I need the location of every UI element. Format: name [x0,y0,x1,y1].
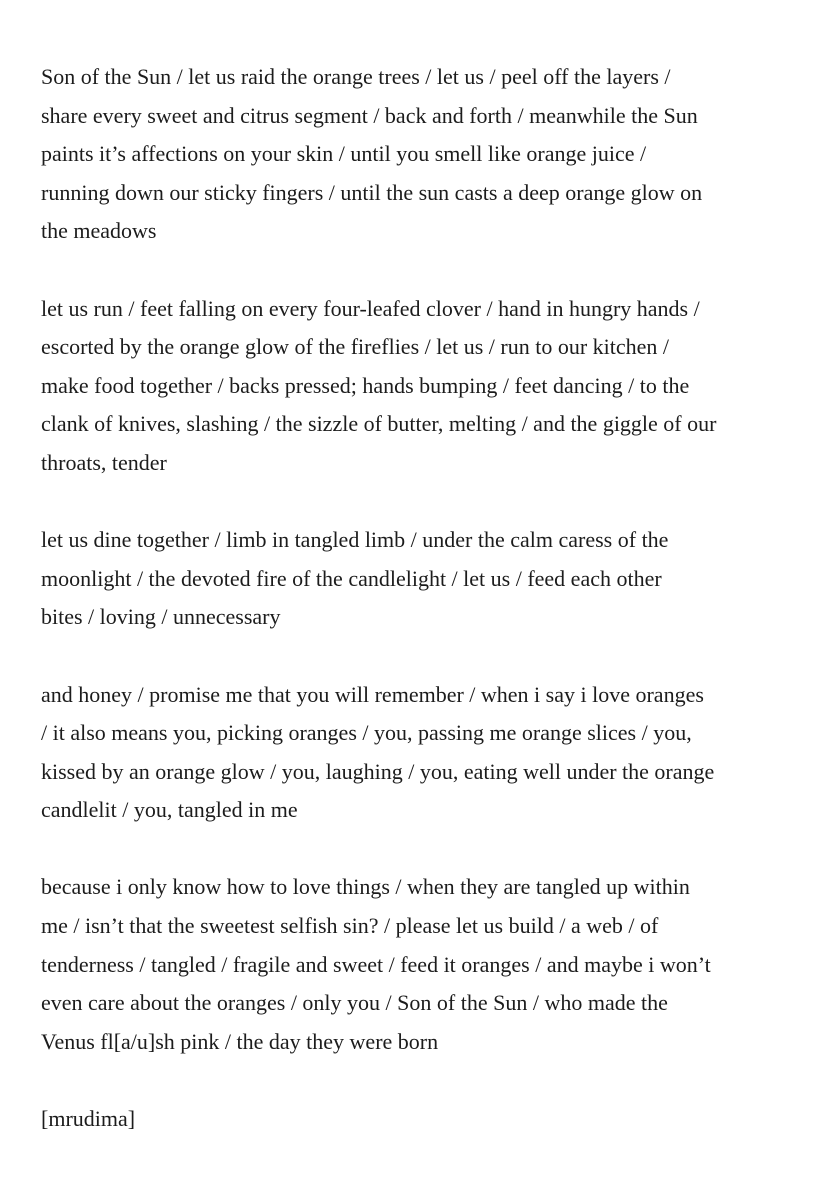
poem-line: throats, tender [41,449,167,475]
poem-line: even care about the oranges / only you / Son of the Sun / who made the [41,990,668,1016]
poem-line: clank of knives, slashing / the sizzle of butter, melting / and the giggle of our [41,411,717,437]
poem-line: running down our sticky fingers / until the sun casts a deep orange glow on [41,179,703,205]
poem-line: tenderness / tangled / fragile and sweet / feed it oranges / and maybe i won’t [41,951,711,977]
poem-line: bites / loving / unnecessary [41,604,281,630]
stanza-5 [41,868,801,1061]
poem-line: let us run / feet falling on every four-leafed clover / hand in hungry hands / [41,295,700,321]
stanza-1 [41,58,801,251]
poem-line: escorted by the orange glow of the fireflies / let us / run to our kitchen / [41,334,670,360]
poem-line: / it also means you, picking oranges / you, passing me orange slices / you, [41,720,692,746]
poem-line: Venus fl[a/u]sh pink / the day they were born [41,1028,439,1054]
poem-line: kissed by an orange glow / you, laughing / you, eating well under the orange [41,758,715,784]
author-signature: [mrudima] [41,1106,136,1132]
poem-line: let us dine together / limb in tangled limb / under the calm caress of the [41,527,669,553]
poem-line: share every sweet and citrus segment / back and forth / meanwhile the Sun [41,102,698,128]
poem-page [41,58,801,1139]
stanza-2 [41,290,801,483]
stanza-3 [41,521,801,637]
poem-line: and honey / promise me that you will remember / when i say i love oranges [41,681,704,707]
poem-line: candlelit / you, tangled in me [41,797,298,823]
poem-line: Son of the Sun / let us raid the orange trees / let us / peel off the layers / [41,64,671,89]
poem-line: the meadows [41,218,157,244]
poem-line: me / isn’t that the sweetest selfish sin? / please let us build / a web / of [41,913,659,939]
poem-line: because i only know how to love things / when they are tangled up within [41,874,690,900]
poem-line: moonlight / the devoted fire of the candlelight / let us / feed each other [41,565,662,591]
poem-line: paints it’s affections on your skin / until you smell like orange juice / [41,141,647,167]
poem-line: make food together / backs pressed; hands bumping / feet dancing / to the [41,372,690,398]
stanza-4 [41,676,801,830]
